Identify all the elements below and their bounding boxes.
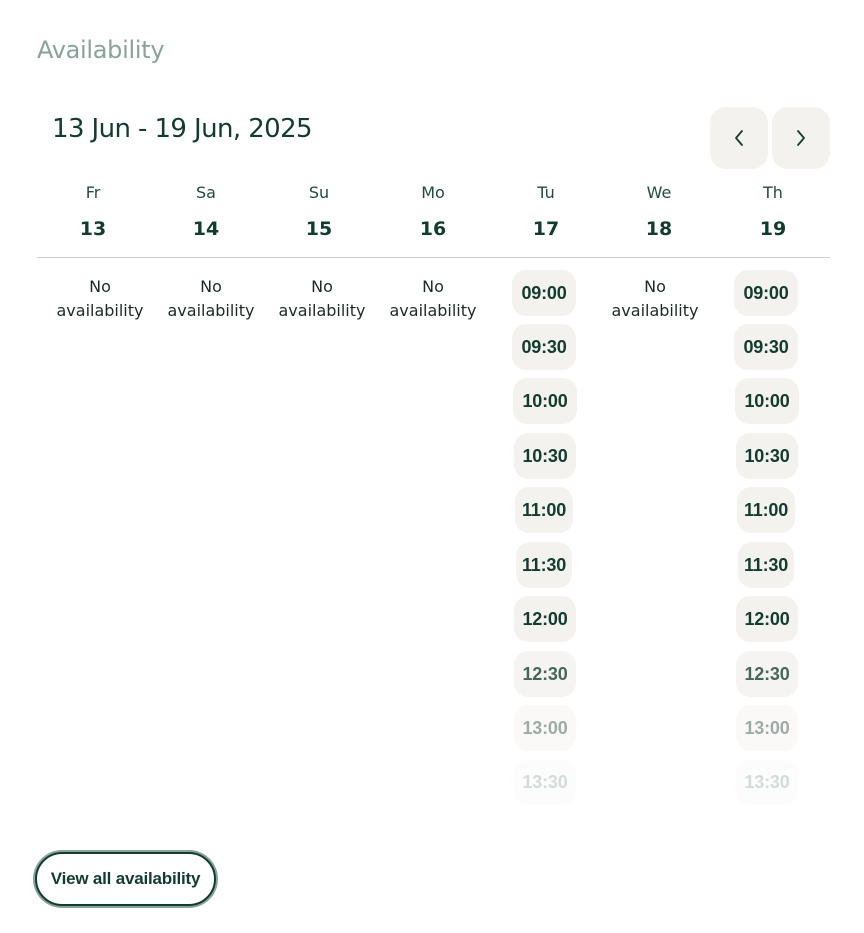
time-slot-tu-1330[interactable]: 13:30 [514,759,576,805]
time-slot-th-1030[interactable]: 10:30 [736,433,798,479]
day-number: 13 [79,218,107,240]
day-header-fr [38,183,148,239]
time-slot-tu-1300[interactable]: 13:00 [514,705,576,751]
time-slot-tu-1100[interactable]: 11:00 [515,487,573,533]
day-of-week: Fr [85,183,101,202]
time-slot-th-1130[interactable]: 11:30 [738,542,794,588]
no-availability-fr: No availability [56,277,144,320]
day-header-sa [151,183,261,239]
time-slot-th-1000[interactable]: 10:00 [735,378,799,424]
time-slot-th-1230[interactable]: 12:30 [736,651,798,697]
day-number: 19 [759,218,787,240]
no-availability-su: No availability [278,277,366,320]
day-of-week: Tu [537,183,555,202]
day-number: 15 [305,218,333,240]
time-slot-tu-1130[interactable]: 11:30 [516,542,572,588]
time-slot-tu-1200[interactable]: 12:00 [514,596,576,642]
time-slot-tu-1030[interactable]: 10:30 [514,433,576,479]
time-slot-th-1330[interactable]: 13:30 [736,759,798,805]
view-all-availability-button[interactable]: View all availability [35,852,216,906]
day-of-week: Sa [196,183,216,202]
availability-title: Availability [37,36,165,64]
previous-week-button[interactable] [710,107,768,169]
no-availability-mo: No availability [389,277,477,320]
time-slot-tu-0900[interactable]: 09:00 [512,270,576,316]
day-header-tu [491,183,601,239]
time-slot-th-0900[interactable]: 09:00 [734,270,798,316]
day-of-week: We [646,183,672,202]
time-slot-th-1300[interactable]: 13:00 [736,705,798,751]
time-slot-th-1200[interactable]: 12:00 [736,596,798,642]
date-range: 13 Jun - 19 Jun, 2025 [52,114,312,144]
day-number: 18 [645,218,673,240]
day-header-su [264,183,374,239]
day-of-week: Th [763,183,783,202]
time-slot-tu-1230[interactable]: 12:30 [514,651,576,697]
no-availability-we: No availability [611,277,699,320]
chevron-left-icon [733,129,745,147]
day-header-mo [378,183,488,239]
day-number: 14 [192,218,220,240]
time-slot-th-1100[interactable]: 11:00 [737,487,795,533]
time-slot-tu-1000[interactable]: 10:00 [513,378,577,424]
header-divider [37,257,830,258]
next-week-button[interactable] [772,107,830,169]
chevron-right-icon [795,129,807,147]
time-slot-tu-0930[interactable]: 09:30 [512,324,576,370]
day-number: 17 [532,218,560,240]
time-slot-th-0930[interactable]: 09:30 [734,324,798,370]
day-header-th [718,183,828,239]
day-number: 16 [419,218,447,240]
day-header-we [604,183,714,239]
no-availability-sa: No availability [167,277,255,320]
day-of-week: Su [308,183,330,202]
day-of-week: Mo [421,183,445,202]
